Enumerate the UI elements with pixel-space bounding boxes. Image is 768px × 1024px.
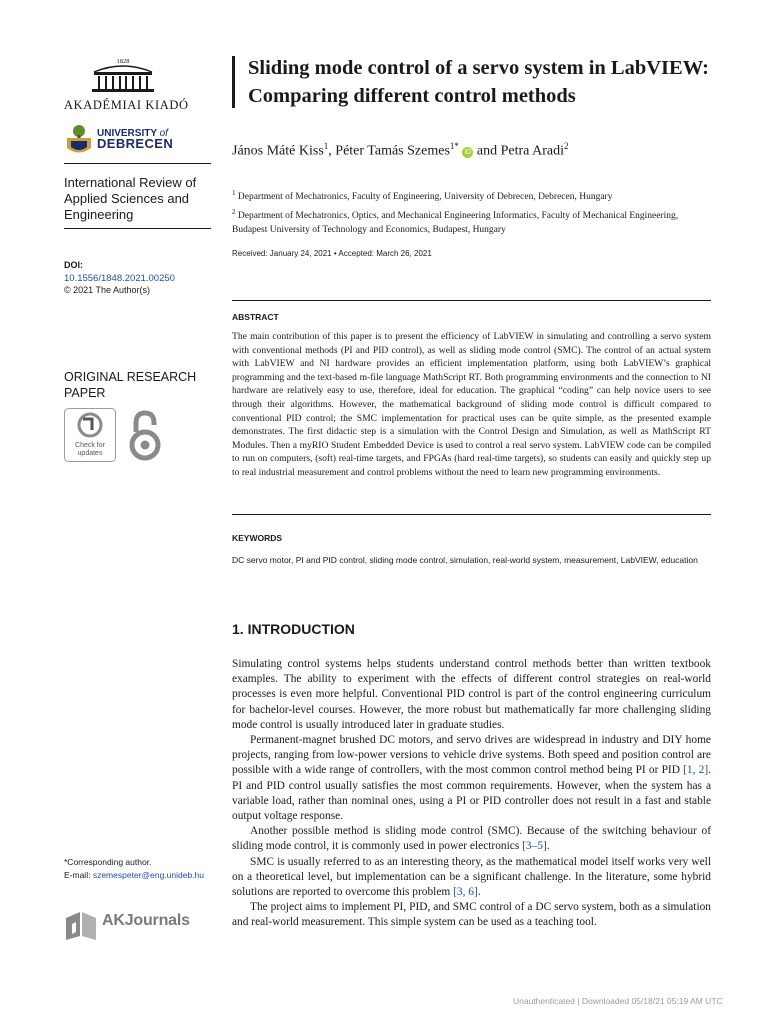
correspondence	[64, 856, 204, 882]
university-crest-icon	[64, 124, 94, 156]
author-name: János Máté Kiss	[232, 143, 324, 159]
article-title: Sliding mode control of a servo system in LabVIEW: Comparing different control methods	[248, 57, 709, 107]
akjournals-logo	[64, 908, 214, 940]
left-divider	[64, 228, 211, 229]
introduction-body	[232, 657, 711, 931]
abstract-top-rule	[232, 300, 711, 301]
citation-link[interactable]: [3, 6]	[453, 886, 478, 899]
paragraph: SMC is usually referred to as an interesting theory, as the mathematical model itself works very well on a theoretical level, but implementation can be a significant challenge. In the literature, some hybrid solutions are reported to overcome this problem [3, 6].	[232, 855, 711, 899]
author-name: Péter Tamás Szemes	[335, 143, 450, 159]
email-link[interactable]: szemespeter@eng.unideb.hu	[92, 870, 205, 880]
university-name	[97, 129, 173, 151]
affiliation-text: Department of Mechatronics, Faculty of Engineering, University of Debrecen, Debrecen, Hungary	[237, 192, 613, 203]
corresponding-author-label: *Corresponding author.	[64, 857, 152, 867]
author-list	[232, 141, 569, 160]
building-icon	[90, 56, 156, 96]
article-type: ORIGINAL RESEARCH PAPER	[64, 370, 197, 400]
abstract-text: The main contribution of this paper is to present the efficiency of LabVIEW in simulating and controlling a servo system with conventional methods (PI and PID control), as well as sliding mode control (SMC). The control of an actual system with LabVIEW and NI hardware provides an efficient implementation platform, using both LabVIEW’s graphical programming and the text-based m-file language MathScript RT. Both programming environments and the connection to NI hardware are relatively easy to use, therefore, ideal for education. The graphical “coding” can help novice users to see through their algorithms. However, the mathematical background of sliding mode control is difficult compared to conventional PID control; the SMC implementation for practical uses can be quite simple, as the presented example demonstrates. The first didactic step is a simulation with the Control Design and Simulation, as well as MathScript RT Modules. Then a myRIO Student Embedded Device is used to control a real servo system. LabVIEW code can be compiled to run on computers, (soft) real-time targets, and FPGAs (hard real-time targets), so students can easily and quickly step up to real industrial measurement and control problems without the need to learn new programming environments.	[232, 331, 711, 478]
affiliation-number: 2	[232, 208, 236, 216]
check-for-updates-badge[interactable]	[64, 408, 116, 462]
affiliation-number: 1	[232, 189, 236, 197]
university-debrecen-logo	[64, 124, 214, 156]
citation-link[interactable]: [3–5]	[522, 840, 547, 853]
affiliation	[232, 205, 712, 237]
check-updates-line2: updates	[77, 450, 103, 457]
left-divider	[64, 163, 211, 164]
download-footer: Unauthenticated | Downloaded 05/18/21 05:19 AM UTC	[513, 996, 723, 1006]
journal-name: International Review of Applied Sciences and Engineering	[64, 175, 197, 222]
author-name: Petra Aradi	[500, 143, 564, 159]
affiliation	[232, 186, 712, 204]
copyright: © 2021 The Author(s)	[64, 285, 151, 295]
citation-link[interactable]: [1, 2]	[683, 764, 709, 777]
check-updates-line1: Check for	[75, 442, 105, 449]
orcid-icon[interactable]: iD	[462, 147, 473, 158]
title-accent-bar	[232, 56, 235, 108]
open-access-icon	[128, 410, 162, 462]
akjournals-name: AKJournals	[102, 912, 190, 929]
publisher-name: AKADÉMIAI KIADÓ	[64, 98, 189, 112]
university-city: DEBRECEN	[97, 136, 174, 151]
keywords-text: DC servo motor, PI and PID control, sliding mode control, simulation, real-world system, measurement, LabVIEW, education	[232, 555, 698, 565]
abstract-bottom-rule	[232, 514, 711, 515]
keywords-heading: KEYWORDS	[232, 533, 283, 543]
section-heading-introduction: 1. INTRODUCTION	[232, 621, 355, 637]
abstract-heading: ABSTRACT	[232, 312, 279, 322]
paragraph: Permanent-magnet brushed DC motors, and servo drives are widespread in industry and DIY home projects, ranging from low-power versions to vehicle drive systems. Both speed and position control are possible with a wide range of controllers, with the most common control method being PI or PID [1, 2]. PI and PID control usually satisfies the most common requirements. However, when the system has a variable load, rather than nominal ones, using a PI or PID controller does not result in a fast and stable output voltage response.	[232, 734, 711, 823]
akademiai-kiado-logo	[64, 56, 189, 113]
author-separator: ,	[328, 143, 336, 159]
publisher-year: 1828	[116, 58, 130, 65]
akjournals-book-icon	[64, 908, 98, 940]
paragraph: Another possible method is sliding mode control (SMC). Because of the switching behaviour of sliding mode control, it is commonly used in power electronics [3–5].	[232, 825, 711, 853]
doi-label: DOI:	[64, 260, 83, 270]
check-updates-icon	[64, 408, 116, 462]
paragraph: Simulating control systems helps students understand control methods better than written textbook examples. The ability to experiment with the effects of different control strategies on real-world processes is even more helpful. Conventional PID control is part of the control engineering curriculum for bachelor-level courses. However, the more robust but mathematically far more challenging sliding mode control is usually introduced later in graduate studies.	[232, 658, 711, 731]
university-of: of	[159, 128, 168, 139]
affiliation-text: Department of Mechatronics, Optics, and Mechanical Engineering Informatics, Faculty of Mechanical Engineering, Budapest University of Technology and Economics, Budapest, Hungary	[232, 211, 679, 236]
author-affil-sup: 1	[323, 141, 329, 151]
doi-link[interactable]: 10.1556/1848.2021.00250	[64, 273, 175, 284]
author-affil-sup: 1*	[449, 141, 459, 151]
received-accepted-dates: Received: January 24, 2021 • Accepted: March 26, 2021	[232, 249, 432, 258]
paragraph: The project aims to implement PI, PID, and SMC control of a DC servo system, both as a simulation and real-world measurement. This simple system can be used as a teaching tool.	[232, 901, 711, 929]
university-label: UNIVERSITY	[97, 128, 157, 139]
author-affil-sup: 2	[564, 141, 569, 151]
author-separator: and	[473, 143, 501, 159]
email-label: E-mail:	[64, 870, 91, 880]
